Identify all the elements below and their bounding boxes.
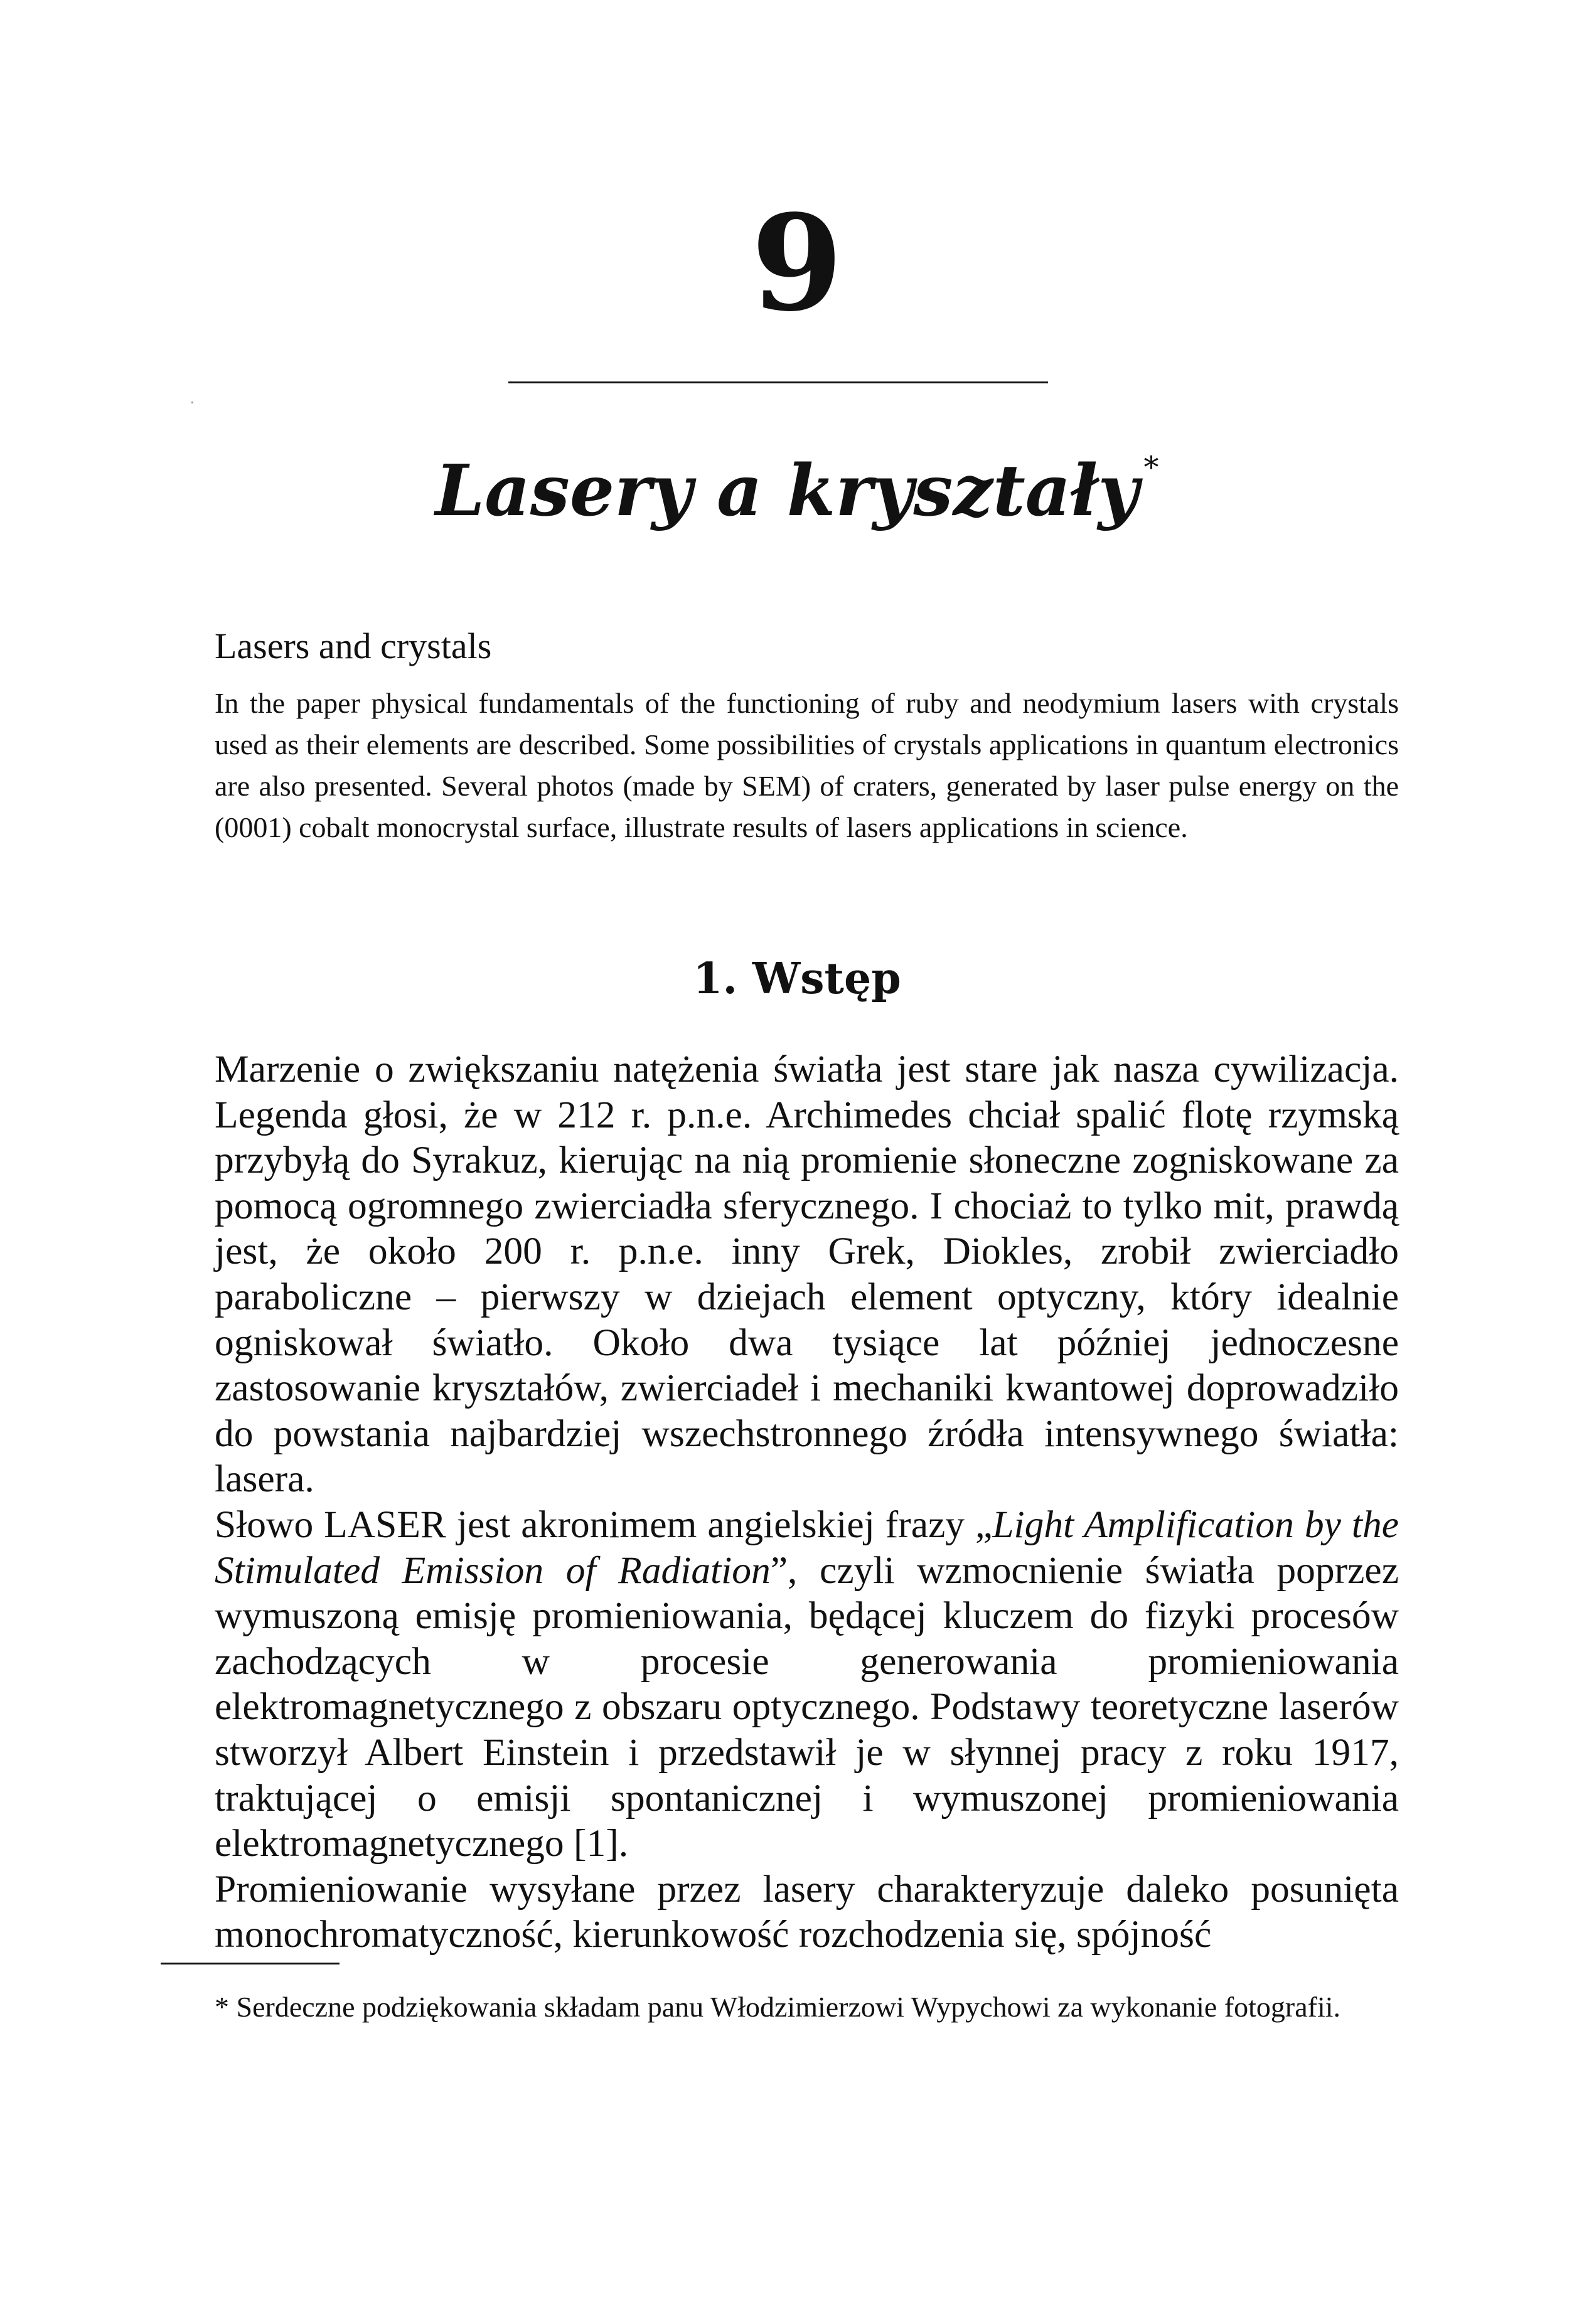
paragraph-1-text: Marzenie o zwiększaniu natężenia światła jest stare jak nasza cywilizacja. Legenda głosi, że w 212 r. p.n.e. Archimedes chciał spalić flotę rzymską przybyłą do Syrakuz, kierując na nią promienie słoneczne zogniskowane za pomocą ogromnego zwierciadła sferycznego. I chociaż to tylko mit, prawdą jest, że około 200 r. p.n.e. inny Grek, Diokles, zrobił zwierciadło paraboliczne – pierwszy w dziejach element optyczny, który idealnie ogniskował światło. Około dwa tysiące lat później jednoczesne zastosowanie kryształów, zwierciadeł i mechaniki kwantowej doprowadziło do powstania najbardziej wszechstronnego źródła intensywnego światła: lasera. [215, 1048, 1399, 1501]
paragraph-1 [215, 1047, 1399, 1502]
abstract-text: In the paper physical fundamentals of the functioning of ruby and neodymium lasers with crystals used as their elements are described. Some possibilities of crystals applications in quantum electronics are also presented. Several photos (made by SEM) of craters, generated by laser pulse energy on the (0001) cobalt monocrystal surface, illustrate results of lasers applications in science. [215, 687, 1399, 843]
chapter-title-text: Lasery a kryształy [435, 450, 1139, 532]
chapter-number: 9 [751, 186, 843, 341]
footnote: * Serdeczne podziękowania składam panu Włodzimierzowi Wypychowi za wykonanie fotografii. [215, 1991, 1341, 2023]
paragraph-2 [215, 1502, 1399, 1867]
paragraph-2-text-start: Słowo LASER jest akronimem angielskiej frazy „ [215, 1503, 993, 1546]
chapter-title-footnote-marker: * [1143, 450, 1159, 485]
section-heading: 1. Wstęp [693, 954, 901, 1004]
body-text [215, 1047, 1399, 1958]
paragraph-2-italic-phrase: Light Amplification by the Stimulated Emission of Radiation [215, 1503, 1399, 1592]
paragraph-3-text: Promieniowanie wysyłane przez lasery charakteryzuje daleko posunięta monochromatyczność, kierunkowość rozchodzenia się, spójność [215, 1867, 1399, 1956]
footnote-rule [161, 1963, 340, 1964]
abstract-heading: Lasers and crystals [215, 626, 492, 666]
chapter-title [0, 427, 1594, 532]
paragraph-2-text-end: ”, czyli wzmocnienie światła poprzez wymuszoną emisję promieniowania, będącej kluczem do fizyki procesów zachodzących w procesie generowania promieniowania elektromagnetycznego z obszaru optycznego. Podstawy teoretyczne laserów stworzył Albert Einstein i przedstawił je w słynnej pracy z roku 1917, traktującej o emisji spontanicznej i wymuszonej promieniowania elektromagnetycznego [1]. [215, 1548, 1399, 1865]
scan-speck [191, 402, 193, 403]
paragraph-3 [215, 1867, 1399, 1958]
chapter-rule [508, 381, 1048, 383]
